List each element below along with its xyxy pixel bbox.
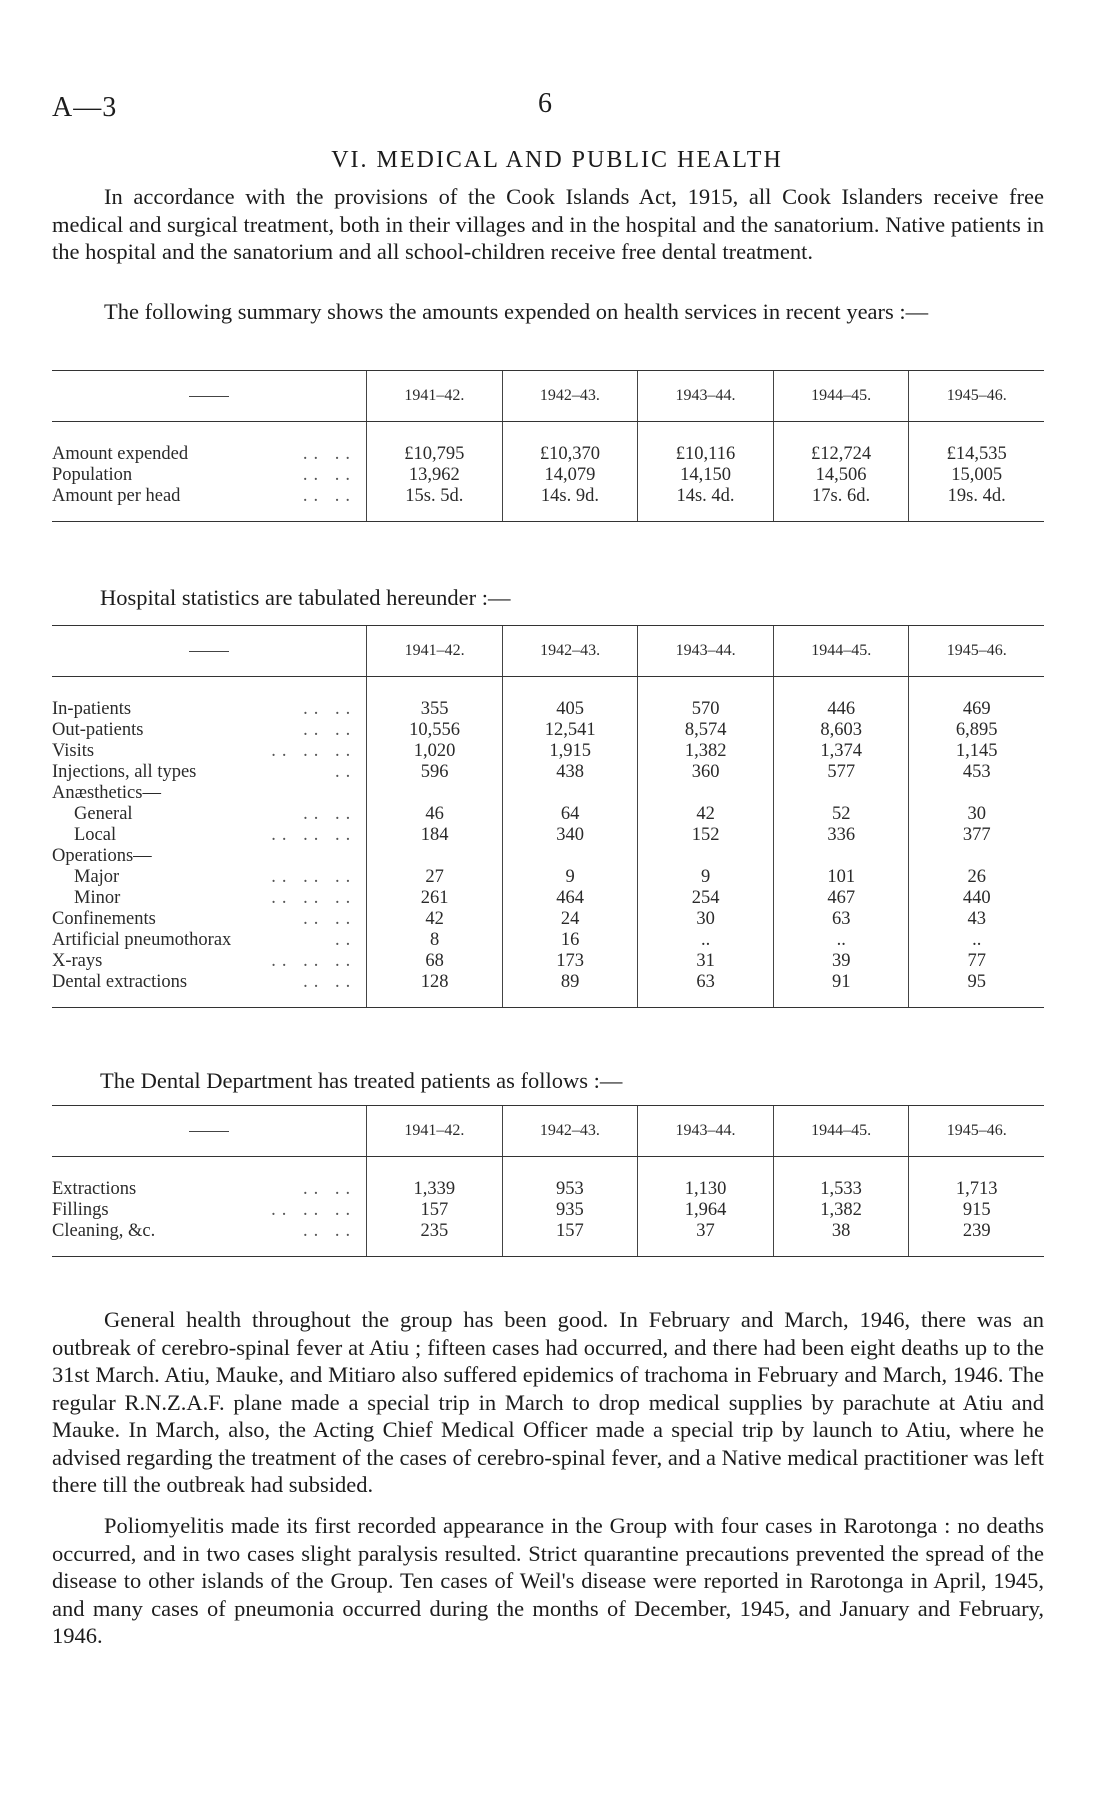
row-label-text: In-patients	[52, 699, 132, 719]
table-row	[52, 972, 1044, 993]
table-cell: 63	[638, 972, 774, 993]
paragraph-intro: In accordance with the provisions of the Cook Islands Act, 1915, all Cook Islanders receive free medical and surgical treatment, both in their villages and in the hospital and the sanatorium. Native patients in the hospital and the sanatorium and all school-children receive free dental treatment.	[52, 184, 1044, 264]
table-row	[52, 1200, 1044, 1221]
table-cell: 15,005	[909, 465, 1044, 486]
leader-dots: .. .. ..	[271, 741, 357, 761]
table-cell: £12,724	[773, 444, 909, 465]
table-row	[52, 825, 1044, 846]
table-cell	[773, 846, 909, 867]
row-label-text: X-rays	[52, 951, 103, 971]
table-cell: 915	[909, 1200, 1044, 1221]
leader-dots: .. ..	[303, 720, 357, 740]
table-cell: 15s. 5d.	[367, 486, 503, 507]
table-cell: 446	[773, 699, 909, 720]
table-cell: 39	[773, 951, 909, 972]
table-cell: 355	[367, 699, 503, 720]
table-cell: 9	[638, 867, 774, 888]
table-spacer	[52, 1157, 1044, 1180]
table-cell: 30	[909, 804, 1044, 825]
table-cell: 1,130	[638, 1179, 774, 1200]
table-cell: 953	[502, 1179, 638, 1200]
table-cell: 360	[638, 762, 774, 783]
paragraph-poliomyelitis: Poliomyelitis made its first recorded appearance in the Group with four cases in Rarotonga : no deaths occurred, and in two cases slight paralysis resulted. Strict quarantine precautions prevented the spread of the disease to other islands of the Group. Ten cases of Weil's disease were reported in Rarotonga in April, 1945, and many cases of pneumonia occurred during the months of December, 1945, and January and February, 1946.	[52, 1513, 1044, 1648]
leader-dots: .. ..	[303, 909, 357, 929]
table-row	[52, 741, 1044, 762]
table-cell: 42	[638, 804, 774, 825]
table-cell: 101	[773, 867, 909, 888]
leader-dots: .. .. ..	[271, 825, 357, 845]
table-cell: 64	[502, 804, 638, 825]
table-cell: 8,603	[773, 720, 909, 741]
row-label	[52, 888, 367, 909]
year-header: 1942–43.	[502, 371, 638, 422]
table-row	[52, 1179, 1044, 1200]
table-cell: 340	[502, 825, 638, 846]
year-header: 1943–44.	[638, 626, 774, 677]
table-cell: 469	[909, 699, 1044, 720]
table-cell: ..	[909, 930, 1044, 951]
row-label-text: Amount per head	[52, 486, 181, 506]
table-cell: 1,915	[502, 741, 638, 762]
table-cell: 89	[502, 972, 638, 993]
table-cell: 8,574	[638, 720, 774, 741]
table-cell: 1,020	[367, 741, 503, 762]
table-cell: 19s. 4d.	[909, 486, 1044, 507]
year-header: 1941–42.	[367, 626, 503, 677]
header-blank-cell	[52, 1106, 367, 1157]
table-cell	[638, 846, 774, 867]
year-header: 1945–46.	[909, 626, 1044, 677]
table-cell: 405	[502, 699, 638, 720]
row-label	[52, 1221, 367, 1242]
table-header-row	[52, 1106, 1044, 1157]
row-label-text: Extractions	[52, 1179, 137, 1199]
table-cell: 1,533	[773, 1179, 909, 1200]
row-label-text: Artificial pneumothorax	[52, 930, 232, 950]
table-cell: 453	[909, 762, 1044, 783]
row-label	[52, 951, 367, 972]
row-label	[52, 783, 367, 804]
table-cell: 37	[638, 1221, 774, 1242]
table-cell: 1,382	[638, 741, 774, 762]
leader-dots: .. ..	[302, 486, 357, 506]
row-label	[52, 846, 367, 867]
table-cell: 235	[367, 1221, 503, 1242]
year-header: 1941–42.	[367, 1106, 503, 1157]
table-cell: 77	[909, 951, 1044, 972]
year-header: 1944–45.	[773, 371, 909, 422]
leader-dots: .. ..	[302, 1221, 357, 1241]
table-cell	[909, 783, 1044, 804]
row-label-text: Fillings	[52, 1200, 109, 1220]
row-label	[52, 486, 367, 507]
table-cell: 30	[638, 909, 774, 930]
row-label-text: Operations—	[52, 846, 152, 866]
year-header: 1945–46.	[909, 1106, 1044, 1157]
table-cell: 1,964	[638, 1200, 774, 1221]
row-label	[52, 762, 367, 783]
table-spacer	[52, 422, 1044, 445]
table-cell: £10,795	[367, 444, 503, 465]
year-header: 1943–44.	[638, 371, 774, 422]
leader-dots: .. ..	[302, 444, 357, 464]
row-label	[52, 825, 367, 846]
row-label	[52, 909, 367, 930]
header-blank-cell	[52, 626, 367, 677]
table-cell: ..	[638, 930, 774, 951]
row-label	[52, 1200, 367, 1221]
table-cell: 173	[502, 951, 638, 972]
leader-dots: .. ..	[303, 804, 357, 824]
table-cell	[773, 783, 909, 804]
table-cell: 438	[502, 762, 638, 783]
leader-dots: ..	[335, 930, 357, 950]
table-row	[52, 486, 1044, 507]
table-cell: £10,370	[502, 444, 638, 465]
paragraph-general-health: General health throughout the group has been good. In February and March, 1946, there was an outbreak of cerebro-spinal fever at Atiu ; fifteen cases had occurred, and there had been eight deaths up to the 31st March. Atiu, Mauke, and Mitiaro also suffered epidemics of trachoma in February and March, 1946. The regular R.N.Z.A.F. plane made a special trip in March to drop medical supplies by parachute at Atiu and Mauke. In March, also, the Acting Chief Medical Officer made a special trip by launch to Atiu, where he advised regarding the treatment of the cases of cerebro-spinal fever, and a Native medical practitioner was left there till the outbreak had subsided.	[52, 1307, 1044, 1497]
table-cell: £14,535	[909, 444, 1044, 465]
table-cell: 570	[638, 699, 774, 720]
row-label-text: Minor	[74, 888, 121, 908]
expenditure-table	[52, 370, 1044, 522]
year-header: 1945–46.	[909, 371, 1044, 422]
table-cell	[367, 783, 503, 804]
year-header: 1944–45.	[773, 1106, 909, 1157]
table-row	[52, 762, 1044, 783]
row-label-text: Amount expended	[52, 444, 189, 464]
table-cell: 184	[367, 825, 503, 846]
table-row	[52, 699, 1044, 720]
table-cell: 14,150	[638, 465, 774, 486]
table-row	[52, 465, 1044, 486]
row-label	[52, 867, 367, 888]
row-label-text: Major	[74, 867, 120, 887]
leader-dots: .. ..	[303, 699, 357, 719]
table-cell	[367, 846, 503, 867]
table-cell: 63	[773, 909, 909, 930]
table-cell: 1,382	[773, 1200, 909, 1221]
table-cell: 26	[909, 867, 1044, 888]
table-cell: 1,713	[909, 1179, 1044, 1200]
table-row	[52, 909, 1044, 930]
table-cell: 43	[909, 909, 1044, 930]
page-number: 6	[538, 88, 552, 119]
table-cell: 95	[909, 972, 1044, 993]
table-cell: 13,962	[367, 465, 503, 486]
row-label	[52, 972, 367, 993]
section-heading: VI. MEDICAL AND PUBLIC HEALTH	[331, 147, 783, 173]
table-cell: £10,116	[638, 444, 774, 465]
row-label	[52, 1179, 367, 1200]
table-cell	[502, 783, 638, 804]
row-label-text: Injections, all types	[52, 762, 197, 782]
table-cell: 91	[773, 972, 909, 993]
row-label-text: General	[74, 804, 133, 824]
table-row	[52, 888, 1044, 909]
table-row	[52, 930, 1044, 951]
row-label-text: Visits	[52, 741, 95, 761]
table-cell: 1,145	[909, 741, 1044, 762]
row-label	[52, 465, 367, 486]
year-header: 1941–42.	[367, 371, 503, 422]
table-cell: 9	[502, 867, 638, 888]
table-cell: 336	[773, 825, 909, 846]
table-row	[52, 867, 1044, 888]
table-cell: 6,895	[909, 720, 1044, 741]
row-label-text: Local	[74, 825, 117, 845]
dental-intro: The Dental Department has treated patients as follows :—	[100, 1068, 623, 1093]
table-cell: 239	[909, 1221, 1044, 1242]
table-cell	[502, 846, 638, 867]
table-cell: 254	[638, 888, 774, 909]
table-cell: 52	[773, 804, 909, 825]
table-cell: 1,339	[367, 1179, 503, 1200]
table-row	[52, 444, 1044, 465]
table-spacer	[52, 993, 1044, 1008]
leader-dots: .. .. ..	[271, 867, 357, 887]
row-label	[52, 699, 367, 720]
table-cell: 14,079	[502, 465, 638, 486]
table-cell: 152	[638, 825, 774, 846]
table-row	[52, 846, 1044, 867]
row-label-text: Population	[52, 465, 133, 485]
row-label-text: Anæsthetics—	[52, 783, 161, 803]
table-cell: 596	[367, 762, 503, 783]
table-cell: 46	[367, 804, 503, 825]
table-cell: 68	[367, 951, 503, 972]
table-cell: ..	[773, 930, 909, 951]
table-row	[52, 951, 1044, 972]
table-row	[52, 783, 1044, 804]
leader-dots: ..	[335, 762, 357, 782]
table-cell: 24	[502, 909, 638, 930]
table-cell: 42	[367, 909, 503, 930]
table-header-row	[52, 371, 1044, 422]
row-label-text: Dental extractions	[52, 972, 188, 992]
table-row	[52, 1221, 1044, 1242]
table-cell: 157	[502, 1221, 638, 1242]
hospital-statistics-table	[52, 625, 1044, 1008]
table-cell: 38	[773, 1221, 909, 1242]
table-cell: 12,541	[502, 720, 638, 741]
table-cell: 16	[502, 930, 638, 951]
row-label-text: Out-patients	[52, 720, 144, 740]
table-cell: 935	[502, 1200, 638, 1221]
table-cell: 14,506	[773, 465, 909, 486]
table-cell: 261	[367, 888, 503, 909]
table-cell: 377	[909, 825, 1044, 846]
table-cell: 14s. 4d.	[638, 486, 774, 507]
leader-dots: .. .. ..	[271, 888, 357, 908]
table-cell: 467	[773, 888, 909, 909]
row-label-text: Confinements	[52, 909, 156, 929]
table-cell: 17s. 6d.	[773, 486, 909, 507]
row-label	[52, 804, 367, 825]
table-cell: 8	[367, 930, 503, 951]
year-header: 1942–43.	[502, 626, 638, 677]
row-label-text: Cleaning, &c.	[52, 1221, 156, 1241]
table-cell: 440	[909, 888, 1044, 909]
table-cell: 577	[773, 762, 909, 783]
table-row	[52, 720, 1044, 741]
table-row	[52, 804, 1044, 825]
dental-table	[52, 1105, 1044, 1257]
table-spacer	[52, 677, 1044, 700]
header-blank-cell	[52, 371, 367, 422]
document-reference: A—3	[52, 92, 118, 123]
table-cell: 128	[367, 972, 503, 993]
row-label	[52, 720, 367, 741]
table-cell: 157	[367, 1200, 503, 1221]
row-label	[52, 741, 367, 762]
table-cell: 1,374	[773, 741, 909, 762]
table-cell: 31	[638, 951, 774, 972]
table-cell: 464	[502, 888, 638, 909]
year-header: 1942–43.	[502, 1106, 638, 1157]
year-header: 1943–44.	[638, 1106, 774, 1157]
table-cell: 14s. 9d.	[502, 486, 638, 507]
table-cell	[909, 846, 1044, 867]
table-cell: 27	[367, 867, 503, 888]
year-header: 1944–45.	[773, 626, 909, 677]
table-header-row	[52, 626, 1044, 677]
row-label	[52, 930, 367, 951]
leader-dots: .. .. ..	[271, 1200, 357, 1220]
hospital-intro: Hospital statistics are tabulated hereunder :—	[100, 585, 511, 610]
table-spacer	[52, 507, 1044, 522]
leader-dots: .. .. ..	[271, 951, 357, 971]
leader-dots: .. ..	[303, 972, 357, 992]
table-spacer	[52, 1242, 1044, 1257]
paragraph-expenditure-intro: The following summary shows the amounts expended on health services in recent years :—	[104, 299, 929, 324]
leader-dots: .. ..	[302, 465, 357, 485]
leader-dots: .. ..	[302, 1179, 357, 1199]
table-cell	[638, 783, 774, 804]
table-cell: 10,556	[367, 720, 503, 741]
row-label	[52, 444, 367, 465]
